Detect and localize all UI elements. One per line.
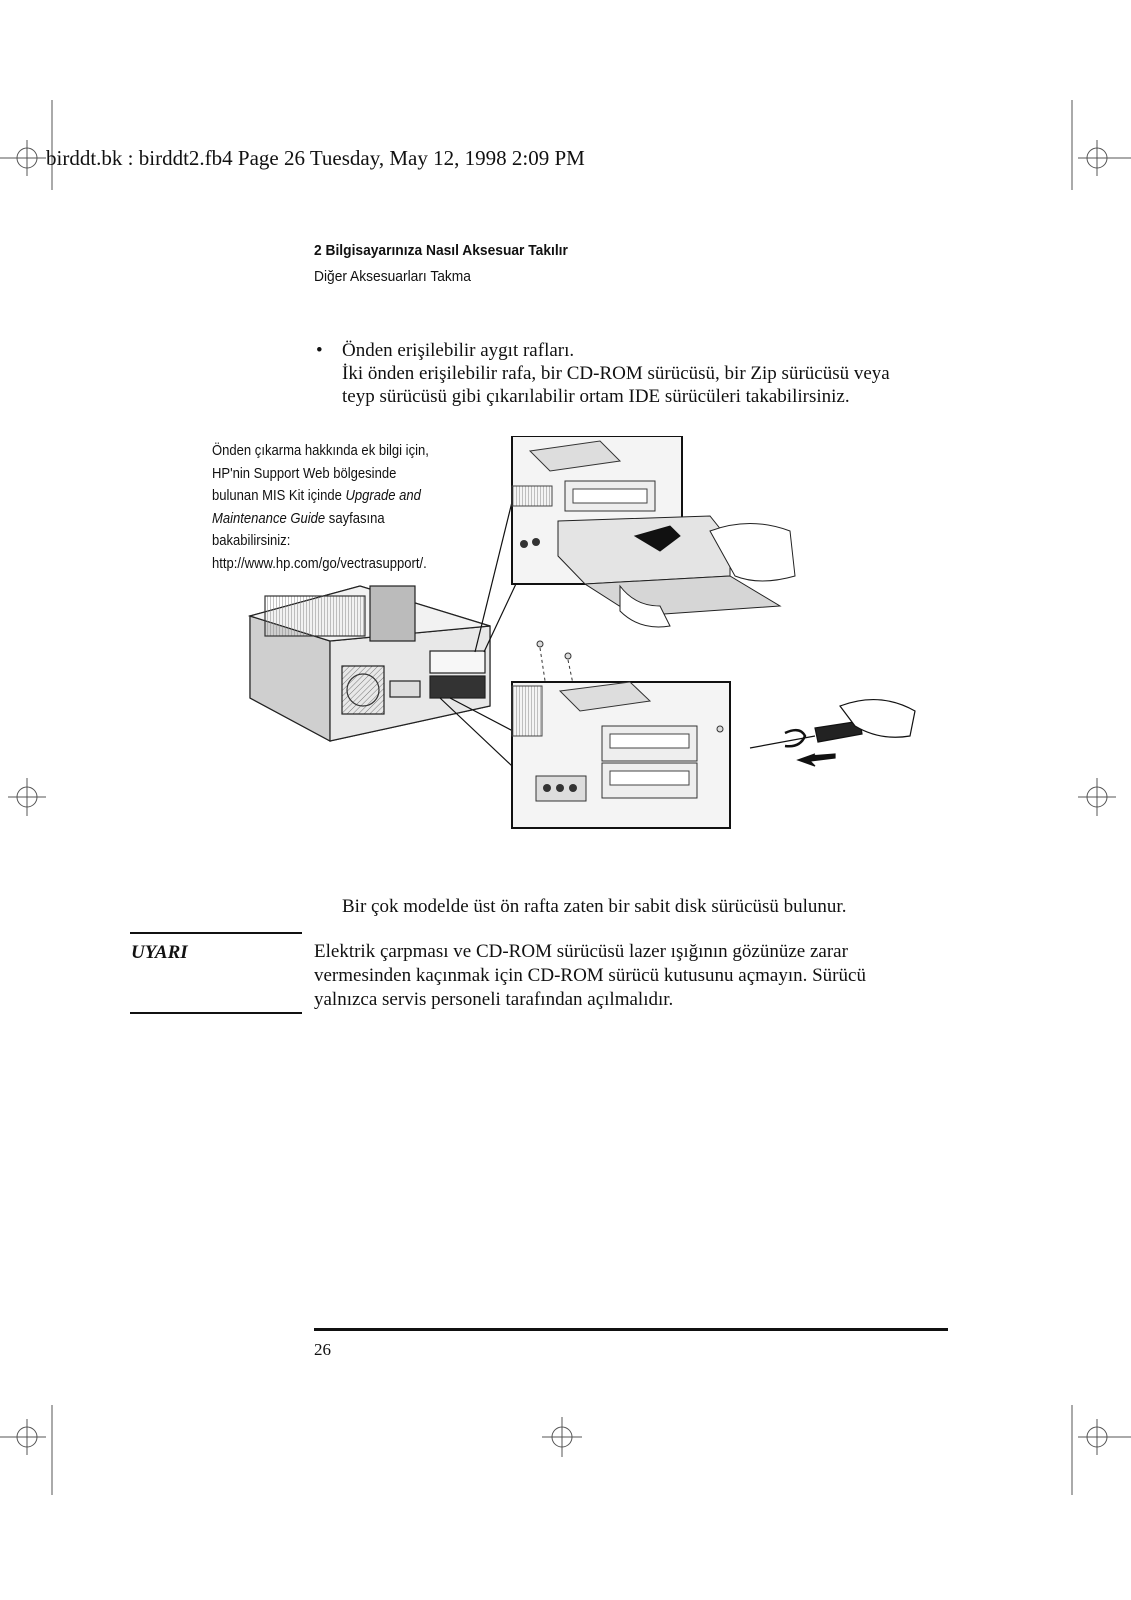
bullet-symbol: • (316, 340, 323, 361)
warning-text-line: yalnızca servis personeli tarafından açılmalıdır. (314, 989, 674, 1010)
side-note-text: sayfasına (325, 510, 385, 527)
side-note-text: bulunan MIS Kit içinde (212, 488, 346, 504)
side-note-line: HP'nin Support Web bölgesinde (212, 465, 397, 482)
warning-text-line: vermesinden kaçınmak için CD-ROM sürücü kutusunu açmayın. Sürücü (314, 965, 866, 986)
figure-caption: Bir çok modelde üst ön rafta zaten bir sabit disk sürücüsü bulunur. (342, 896, 847, 917)
page-number: 26 (314, 1340, 331, 1359)
bullet-heading: Önden erişilebilir aygıt rafları. (342, 340, 575, 361)
guide-title: Maintenance Guide (212, 510, 326, 527)
bullet-text-line: teyp sürücüsü gibi çıkarılabilir ortam IDE sürücüleri takabilirsiniz. (342, 386, 850, 407)
inset-secure-drive (512, 682, 730, 828)
drive-installation-illustration (240, 436, 960, 856)
side-note-line: bakabilirsiniz: (212, 533, 291, 549)
warning-text (314, 940, 866, 1012)
chapter-title: 2 Bilgisayarınıza Nasıl Aksesuar Takılır (314, 242, 568, 259)
support-url: http://www.hp.com/go/vectrasupport/. (212, 555, 427, 572)
warning-label: UYARI (131, 942, 188, 963)
file-header: birddt.bk : birddt2.fb4 Page 26 Tuesday, May 12, 1998 2:09 PM (46, 146, 585, 170)
warning-rule-top (130, 932, 302, 934)
screwdriver (750, 700, 915, 766)
side-note-line: Önden çıkarma hakkında ek bilgi için, (212, 443, 429, 459)
warning-text-line: Elektrik çarpması ve CD-ROM sürücüsü lazer ışığının gözünüze zarar (314, 941, 848, 962)
inset-insert-drive (512, 436, 795, 627)
footer-rule (314, 1328, 948, 1331)
computer-chassis (250, 586, 490, 741)
guide-title: Upgrade and (345, 488, 421, 504)
bullet-text-line: İki önden erişilebilir rafa, bir CD-ROM sürücüsü, bir Zip sürücüsü veya (342, 363, 890, 384)
warning-rule-bottom (130, 1012, 302, 1014)
section-title: Diğer Aksesuarları Takma (314, 268, 471, 285)
